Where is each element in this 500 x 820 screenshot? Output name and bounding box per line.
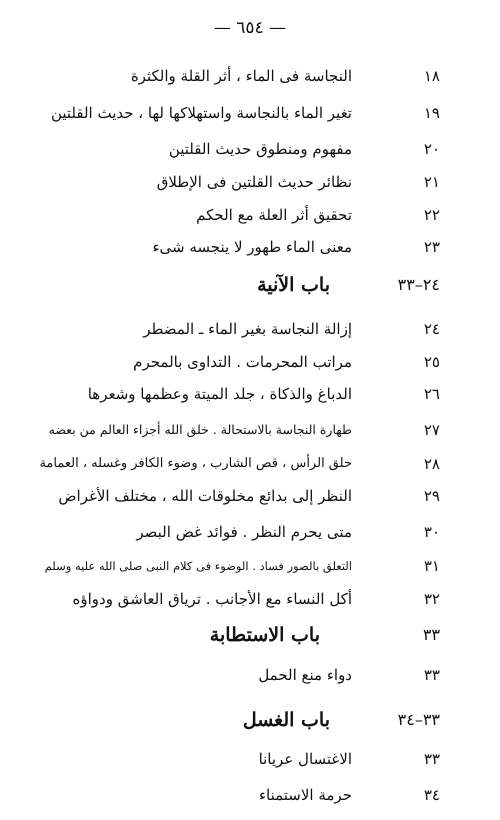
section-title: باب الآنية xyxy=(257,274,330,296)
entry-text: حرمة الاستمناء xyxy=(258,786,352,804)
entry-text: مراتب المحرمات . التداوى بالمحرم xyxy=(133,353,352,371)
entry-text: نظائر حديث القلتين فى الإطلاق xyxy=(156,173,352,191)
index-entry xyxy=(20,314,440,344)
index-entry xyxy=(20,780,440,810)
index-entry xyxy=(20,415,440,445)
entry-number: ٣٣ xyxy=(423,666,440,684)
entry-text: معنى الماء طهور لا ينجسه شىء xyxy=(152,238,352,256)
entry-number: ٢١ xyxy=(423,173,440,191)
entry-number: ٢٨ xyxy=(423,455,440,473)
entry-number: ٣٢ xyxy=(423,590,440,608)
entry-text: تحقيق أثر العلة مع الحكم xyxy=(196,206,352,224)
entry-number: ١٩ xyxy=(423,104,440,122)
section-range: ٣٣–٣٤ xyxy=(397,710,440,729)
entry-number: ٢٠ xyxy=(423,140,440,158)
section-range: ٣٣ xyxy=(422,625,440,644)
index-entry xyxy=(20,744,440,774)
entry-text: النظر إلى بدائع مخلوقات الله ، مختلف الأغراض xyxy=(58,487,352,505)
entry-text: دواء منع الحمل xyxy=(258,666,352,684)
index-entry xyxy=(20,200,440,230)
entry-number: ٢٤ xyxy=(423,320,440,338)
entry-number: ٢٣ xyxy=(423,238,440,256)
entry-number: ٢٢ xyxy=(423,206,440,224)
entry-number: ١٨ xyxy=(423,67,440,85)
section-title: باب الغسل xyxy=(242,709,330,731)
page-number: — ٦٥٤ — xyxy=(213,18,287,38)
entry-text: مفهوم ومنطوق حديث القلتين xyxy=(168,140,352,158)
index-entry xyxy=(20,232,440,262)
index-entry xyxy=(20,379,440,409)
index-entry xyxy=(20,61,440,91)
entry-number: ٢٩ xyxy=(423,487,440,505)
index-entry xyxy=(20,660,440,690)
entry-text: متى يحرم النظر . فوائد غض البصر xyxy=(136,523,352,541)
section-title: باب الاستطابة xyxy=(209,624,320,646)
entry-text: إزالة النجاسة بغير الماء ـ المضطر xyxy=(143,320,352,338)
entry-number: ٣٣ xyxy=(423,750,440,768)
index-entry xyxy=(20,347,440,377)
index-entry xyxy=(20,584,440,614)
entry-number: ٣٤ xyxy=(423,786,440,804)
section-heading xyxy=(20,270,440,300)
entry-text: الدباغ والذكاة ، جلد الميتة وعظمها وشعرها xyxy=(87,385,352,403)
entry-text: تغير الماء بالنجاسة واستهلاكها لها ، حديث القلتين xyxy=(50,104,352,122)
index-entry xyxy=(20,551,440,581)
section-range: ٢٤–٣٣ xyxy=(397,275,440,294)
entry-number: ٢٥ xyxy=(423,353,440,371)
index-entry xyxy=(20,449,440,479)
index-entry xyxy=(20,481,440,511)
entry-text: التعلق بالصور فساد . الوضوء فى كلام النبى صلى الله عليه وسلم xyxy=(44,559,352,573)
section-heading xyxy=(20,620,440,650)
section-heading xyxy=(20,705,440,735)
index-entry xyxy=(20,134,440,164)
index-entry xyxy=(20,517,440,547)
entry-text: الاغتسال عريانا xyxy=(258,750,352,768)
entry-number: ٣٠ xyxy=(423,523,440,541)
entry-number: ٢٧ xyxy=(423,421,440,439)
entry-text: طهارة النجاسة بالاستحالة . خلق الله أجزاء العالم من بعضه xyxy=(48,422,352,437)
index-entry xyxy=(20,167,440,197)
entry-number: ٣١ xyxy=(423,557,440,575)
entry-text: حلق الرأس ، قص الشارب ، وضوء الكافر وغسله ، العمامة xyxy=(39,456,352,471)
entry-text: أكل النساء مع الأجانب . ترياق العاشق ودواؤه xyxy=(72,590,352,608)
entry-text: النجاسة فى الماء ، أثر القلة والكثرة xyxy=(130,67,352,85)
index-entry xyxy=(20,98,440,128)
entry-number: ٢٦ xyxy=(423,385,440,403)
